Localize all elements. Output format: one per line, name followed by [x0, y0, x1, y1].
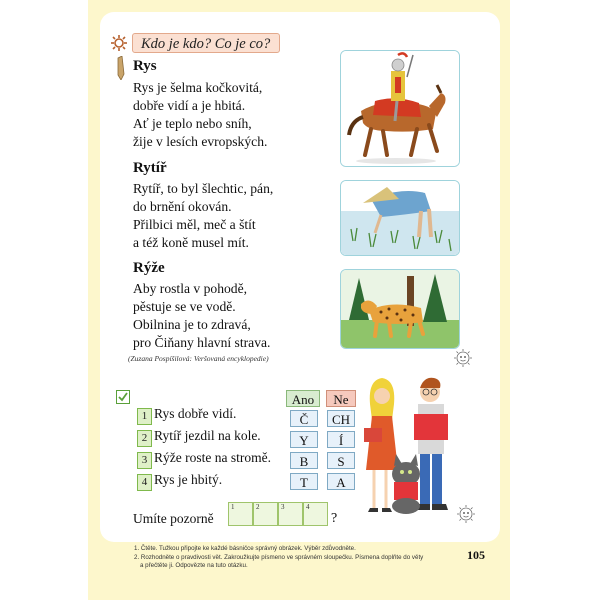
checkmark-icon — [116, 390, 130, 404]
footer-note: 2. Rozhodněte o pravdivosti vět. Zakroužkujte písmeno ve správném sloupečku. Písmena doplňte do věty — [134, 554, 424, 561]
question-mark: ? — [331, 511, 338, 526]
statement-text: Rys dobře vidí. — [154, 406, 237, 421]
poem-line: dobře vidí a je hbitá. — [133, 98, 246, 113]
poem-line: Přilbici měl, meč a štít — [133, 217, 256, 232]
statement-number: 4 — [137, 474, 152, 491]
letter-cell-yes[interactable]: B — [290, 452, 318, 469]
column-header-no: Ne — [326, 390, 356, 407]
letter-cell-no[interactable]: S — [327, 452, 355, 469]
pencil-icon — [116, 56, 126, 80]
letter-cell-yes[interactable]: Y — [290, 431, 318, 448]
statement-number: 2 — [137, 430, 152, 447]
poem-line: pro Čiňany hlavní strava. — [133, 335, 271, 350]
poem-line: žije v lesích evropských. — [133, 134, 268, 149]
poem-title-rys: Rys — [133, 58, 157, 74]
question-text: Umíte pozorně — [133, 511, 214, 526]
gear-icon — [110, 34, 128, 52]
answer-box[interactable] — [253, 502, 278, 526]
poem-line: pěstuje se ve vodě. — [133, 299, 236, 314]
statement-number: 1 — [137, 408, 152, 425]
statement-number: 3 — [137, 452, 152, 469]
poem-line: Aby rostla v pohodě, — [133, 281, 248, 296]
poem-line: Rytíř, to byl šlechtic, pán, — [133, 181, 274, 196]
sun-face-icon — [453, 348, 473, 368]
poem-line: Rys je šelma kočkovitá, — [133, 80, 263, 95]
sun-face-icon — [456, 504, 476, 524]
children-reading-illustration — [362, 374, 458, 520]
answer-box-number: 2 — [256, 503, 260, 511]
answer-box[interactable] — [228, 502, 253, 526]
answer-box[interactable] — [303, 502, 328, 526]
answer-box-number: 4 — [306, 503, 310, 511]
letter-cell-no[interactable]: CH — [327, 410, 355, 427]
letter-cell-no[interactable]: Í — [327, 431, 355, 448]
poem-line: Ať je teplo nebo sníh, — [133, 116, 252, 131]
footer-note: 1. Čtěte. Tužkou připojte ke každé básničce správný obrázek. Výběr zdůvodněte. — [134, 545, 356, 552]
rice-field-illustration — [340, 180, 460, 256]
answer-box-number: 1 — [231, 503, 235, 511]
answer-box-number: 3 — [281, 503, 285, 511]
letter-cell-yes[interactable]: Č — [290, 410, 318, 427]
letter-cell-yes[interactable]: T — [290, 473, 318, 490]
poem-line: Obilnina je to zdravá, — [133, 317, 251, 332]
statement-text: Rys je hbitý. — [154, 472, 223, 487]
poem-line: do brnění okován. — [133, 199, 232, 214]
column-header-yes: Ano — [286, 390, 320, 407]
letter-cell-no[interactable]: A — [327, 473, 355, 490]
poem-title-rytir: Rytíř — [133, 160, 167, 176]
footer-note: a přečtěte ji. Odpovězte na tuto otázku. — [140, 562, 248, 569]
poem-line: a též koně musel mít. — [133, 235, 249, 250]
statement-text: Rytíř jezdil na kole. — [154, 428, 261, 443]
page-title: Kdo je kdo? Co je co? — [132, 33, 280, 53]
answer-box[interactable] — [278, 502, 303, 526]
lynx-illustration — [340, 269, 460, 349]
statement-text: Rýže roste na stromě. — [154, 450, 271, 465]
knight-illustration — [340, 50, 460, 167]
page-number: 105 — [467, 548, 485, 562]
poem-title-ryze: Rýže — [133, 260, 165, 276]
poem-source: (Zuzana Pospíšilová: Veršovaná encyklopedie) — [128, 354, 269, 363]
